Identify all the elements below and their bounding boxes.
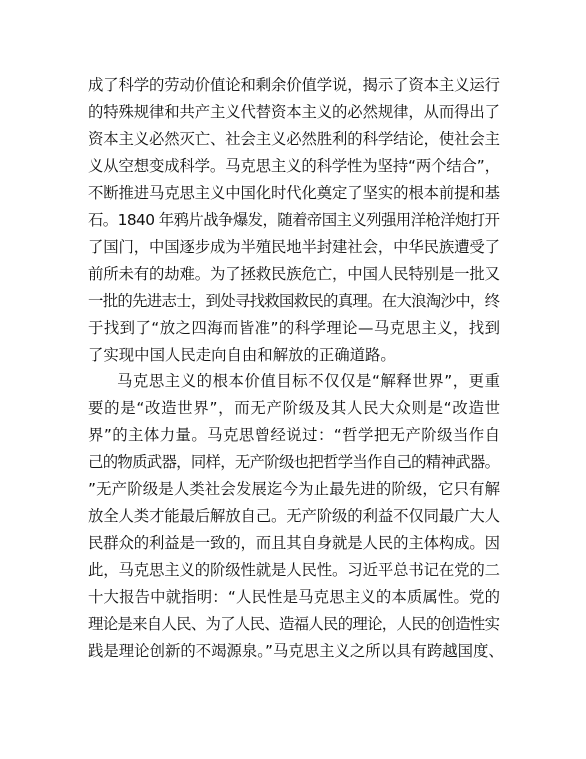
text-line: 要的是“改造世界”，而无产阶级及其人民大众则是“改造世 [88,399,501,417]
text-line: 了国门，中国逐步成为半殖民地半封建社会，中华民族遭受了 [88,238,500,256]
text-line: 前所未有的劫难。为了拯救民族危亡，中国人民特别是一批又 [88,265,500,283]
text-line: 义从空想变成科学。马克思主义的科学性为坚持“两个结合”， [88,157,500,175]
text-line: 不断推进马克思主义中国化时代化奠定了坚实的根本前提和基 [88,184,500,202]
text-line: 一批的先进志士，到处寻找救国救民的真理。在大浪淘沙中，终 [88,292,500,310]
text-line: 此，马克思主义的阶级性就是人民性。习近平总书记在党的二 [88,561,500,579]
text-line: 资本主义必然灭亡、社会主义必然胜利的科学结论，使社会主 [88,130,500,148]
text-line: 民群众的利益是一致的，而且其自身就是人民的主体构成。因 [88,534,500,552]
text-line: 石。1840 年鸦片战争爆发，随着帝国主义列强用洋枪洋炮打开 [88,211,500,229]
text-line: 界”的主体力量。马克思曾经说过：“哲学把无产阶级当作自 [88,426,501,444]
text-line: 放全人类才能最后解放自己。无产阶级的利益不仅同最广大人 [88,507,500,525]
text-line: 成了科学的劳动价值论和剩余价值学说，揭示了资本主义运行 [88,76,500,94]
paragraph-2 [88,368,504,665]
text-line: ”无产阶级是人类社会发展迄今为止最先进的阶级，它只有解 [88,480,501,498]
text-line: 己的物质武器，同样，无产阶级也把哲学当作自己的精神武器。 [88,453,500,471]
text-line: 了实现中国人民走向自由和解放的正确道路。 [88,346,396,364]
text-line: 马克思主义的根本价值目标不仅仅是“解释世界”，更重 [117,372,501,390]
text-line: 于找到了“放之四海而皆准”的科学理论—马克思主义，找到 [88,319,501,337]
text-line: 的特殊规律和共产主义代替资本主义的必然规律，从而得出了 [88,103,500,121]
paragraph-1 [88,72,500,369]
text-line: 理论是来自人民、为了人民、造福人民的理论，人民的创造性实 [88,615,500,633]
text-line: 践是理论创新的不竭源泉。”马克思主义之所以具有跨越国度、 [88,642,504,660]
text-line: 十大报告中就指明：“人民性是马克思主义的本质属性。党的 [88,588,501,606]
